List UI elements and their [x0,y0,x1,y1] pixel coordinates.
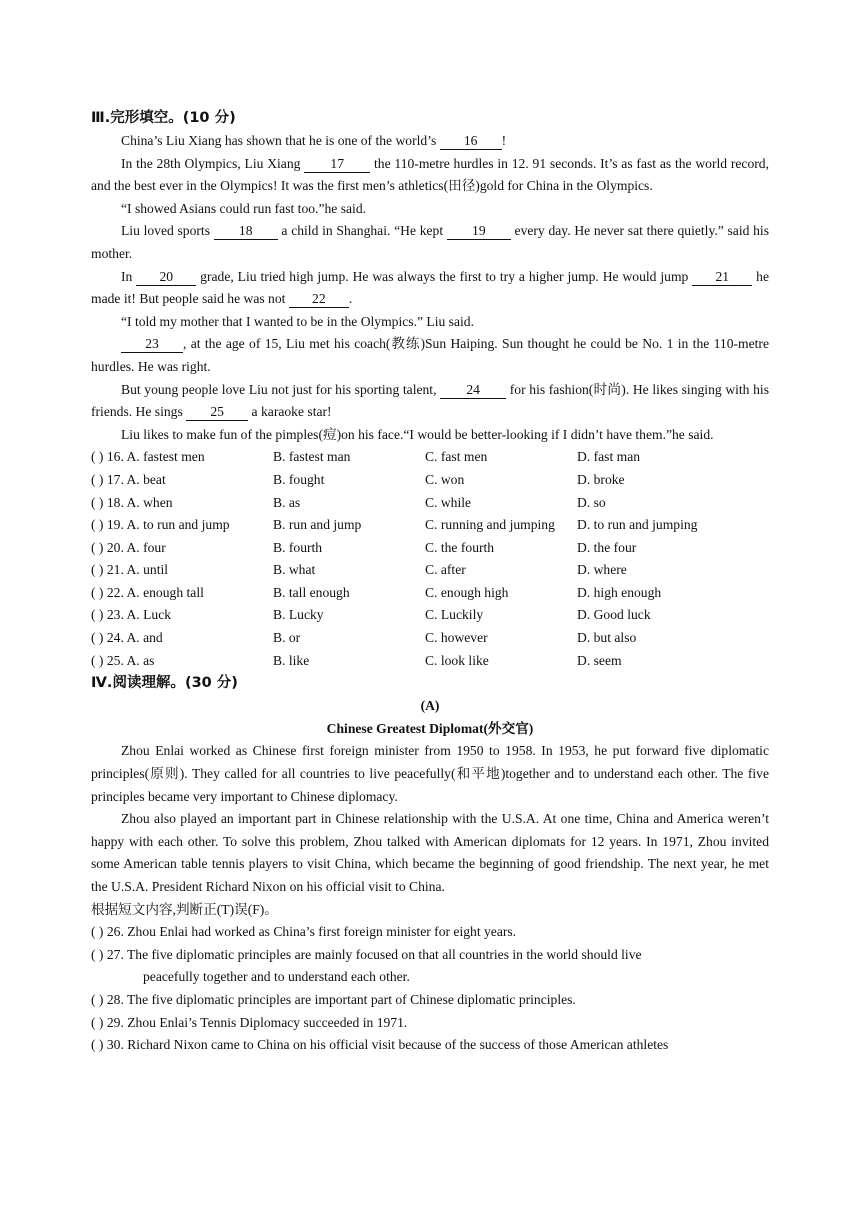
option-18-a: ( ) 18. A. when [91,494,173,510]
option-22-a: ( ) 22. A. enough tall [91,584,204,600]
blank-25: 25 [186,403,248,421]
blank-20: 20 [136,268,196,286]
option-16-a: ( ) 16. A. fastest men [91,449,205,465]
section-4-heading: Ⅳ.阅读理解。(30 分) [91,675,238,692]
option-21-c: C. after [425,562,466,578]
option-24-b: B. or [273,630,301,646]
option-24-a: ( ) 24. A. and [91,630,163,646]
tf-instruction: 根据短文内容,判断正(T)误(F)。 [91,901,278,917]
exam-page [91,107,769,1057]
cloze-paragraph-1: China’s Liu Xiang has shown that he is one of the world’s 16 ! [121,133,507,148]
blank-16: 16 [440,132,502,150]
option-22-c: C. enough high [425,584,509,600]
option-21-b: B. what [273,562,316,578]
cloze-paragraph-6: “I told my mother that I wanted to be in the Olympics.” Liu said. [121,313,474,329]
option-23-a: ( ) 23. A. Luck [91,607,172,623]
option-18-b: B. as [273,494,301,510]
option-22-b: B. tall enough [273,584,350,600]
option-17-b: B. fought [273,471,325,487]
option-24-c: C. however [425,630,488,646]
passage-label: (A) [420,698,440,714]
cloze-paragraph-3: “I showed Asians could run fast too.”he said. [121,200,367,216]
question-30: ( ) 30. Richard Nixon came to China on his official visit because of the success of those American athletes [91,1037,669,1053]
cloze-paragraph-7: 23 , at the age of 15, Liu met his coach(教练)Sun Haiping. Sun thought he could be No. 1 in the 110-metre hurdles. He was right. [91,336,769,374]
option-19-c: C. running and jumping [425,517,555,533]
question-27: ( ) 27. The five diplomatic principles are mainly focused on that all countries in the world should live peacefully together and to understand each other. [91,946,642,985]
blank-19: 19 [447,222,511,240]
option-25-d: D. seem [577,652,622,668]
passage-title: Chinese Greatest Diplomat(外交官) [326,720,534,736]
option-17-d: D. broke [577,471,625,487]
option-22-d: D. high enough [577,584,662,600]
question-26: ( ) 26. Zhou Enlai had worked as China’s first foreign minister for eight years. [91,924,517,940]
question-28: ( ) 28. The five diplomatic principles are important part of Chinese diplomatic principles. [91,991,576,1007]
cloze-paragraph-5: In 20 grade, Liu tried high jump. He was always the first to try a higher jump. He would jump 21 he made it! But people said he was not 22 . [91,268,769,307]
cloze-paragraph-4: Liu loved sports 18 a child in Shanghai. “He kept 19 every day. He never sat there quietly.” said his mother. [91,223,769,261]
option-25-c: C. look like [425,652,489,668]
cloze-options [91,446,769,672]
option-25-a: ( ) 25. A. as [91,652,155,668]
option-18-c: C. while [425,494,472,510]
blank-18: 18 [214,222,278,240]
option-16-c: C. fast men [425,449,488,465]
option-20-a: ( ) 20. A. four [91,539,166,555]
option-18-d: D. so [577,494,606,510]
cloze-paragraph-2: In the 28th Olympics, Liu Xiang 17 the 110-metre hurdles in 12. 91 seconds. It’s as fast as the world record, and the best ever in the Olympics! It was the first men’s athletics(田径)gold for China in the Olympics. [91,155,769,194]
option-23-c: C. Luckily [425,607,484,623]
blank-17: 17 [304,155,370,173]
option-21-d: D. where [577,562,627,578]
option-25-b: B. like [273,652,310,668]
option-21-a: ( ) 21. A. until [91,562,169,578]
blank-22: 22 [289,290,349,308]
option-19-a: ( ) 19. A. to run and jump [91,517,230,533]
option-19-b: B. run and jump [273,517,362,533]
section-3-heading: Ⅲ.完形填空。(10 分) [91,110,236,126]
reading-paragraph-1: Zhou Enlai worked as Chinese first foreign minister from 1950 to 1958. In 1953, he put forward five diplomatic principles(原则). They called for all countries to live peacefully(和平地)together and to understand each other. The five principles became very important to Chinese diplomacy. [91,743,769,804]
reading-paragraph-2: Zhou also played an important part in Chinese relationship with the U.S.A. At one time, China and America weren’t happy with each other. To solve this problem, Zhou talked with American diplomats for 12 years. In 1971, Zhou invited some American table tennis players to visit China, which became the beginning of good friendship. The next year, he met the U.S.A. President Richard Nixon on his official visit to China. [91,811,769,894]
option-19-d: D. to run and jumping [577,517,698,533]
option-17-c: C. won [425,471,465,487]
option-23-d: D. Good luck [577,607,651,623]
option-24-d: D. but also [577,630,637,646]
question-29: ( ) 29. Zhou Enlai’s Tennis Diplomacy succeeded in 1971. [91,1014,408,1030]
option-16-b: B. fastest man [273,449,351,465]
cloze-paragraph-9: Liu likes to make fun of the pimples(痘)on his face.“I would be better-looking if I didn’t have them.”he said. [121,426,714,442]
option-20-c: C. the fourth [425,539,495,555]
blank-24: 24 [440,381,506,399]
blank-21: 21 [692,268,752,286]
cloze-paragraph-8: But young people love Liu not just for his sporting talent, 24 for his fashion(时尚). He likes singing with his friends. He sings 25 a karaoke star! [91,381,769,420]
option-16-d: D. fast man [577,449,641,465]
blank-23: 23 [121,335,183,353]
option-20-b: B. fourth [273,539,323,555]
option-23-b: B. Lucky [273,607,324,623]
option-20-d: D. the four [577,539,637,555]
option-17-a: ( ) 17. A. beat [91,471,166,487]
